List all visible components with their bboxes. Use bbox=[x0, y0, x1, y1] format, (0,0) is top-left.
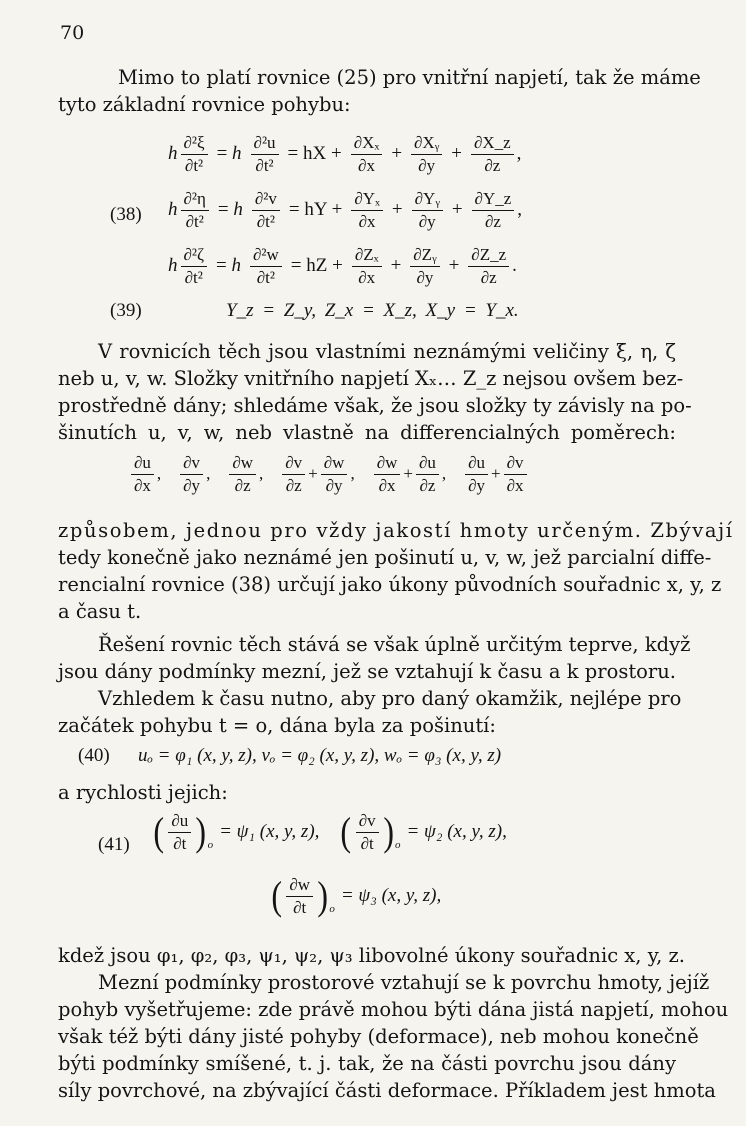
para4-line-2: začátek pohybu t = o, dána byla za pošinutí: bbox=[58, 714, 496, 737]
kdez-line: kdež jsou φ₁, φ₂, φ₃, ψ₁, ψ₂, ψ₃ libovolné úkony souřadnic x, y, z. bbox=[58, 944, 685, 967]
equation-39: Y_z = Z_y, Z_x = X_z, X_y = Y_x. bbox=[226, 300, 519, 321]
equation-38-row-1: h $\frac{\text{∂²ξ}}{\text{∂t²}}$ = h $\frac{\text{∂²u}}{\text{∂t²}}$ = hX + $\frac{\text{∂Xₓ}}{\partial x}$ + $\frac{\text{∂Xᵧ}}{\partial y}$ + $\frac{\partial X\_z}{\partial z}$ , bbox=[168, 133, 522, 175]
equation-41-label: (41) bbox=[98, 834, 130, 855]
equation-40: uₒ = φ₁ (x, y, z), vₒ = φ₂ (x, y, z), wₒ = φ₃ (x, y, z) bbox=[138, 745, 502, 766]
para1-line-2: neb u, v, w. Složky vnitřního napjetí Xₓ… Z_z nejsou ovšem bez- bbox=[58, 367, 684, 390]
para2-line-4: a času t. bbox=[58, 600, 142, 623]
equation-41-row-2: ( $\frac{\partial w}{\partial t}$ ) o = ψ₃ (x, y, z), bbox=[271, 873, 442, 919]
equation-41-row-1: ( $\frac{\partial u}{\partial t}$ ) o = ψ₁ (x, y, z), ( $\frac{\partial v}{\partial t}$ ) o = ψ₂ (x, y, z), bbox=[153, 809, 507, 855]
para5-line-2: pohyb vyšetřujeme: zde právě mohou býti dána jistá napjetí, mohou bbox=[58, 998, 729, 1021]
intro-line-2: tyto základní rovnice pohybu: bbox=[58, 93, 351, 116]
para3-line-1: Řešení rovnic těch stává se však úplně určitým teprve, když bbox=[98, 633, 691, 656]
para5-line-3: však též býti dány jisté pohyby (deformace), neb mohou konečně bbox=[58, 1025, 699, 1048]
equation-39-label: (39) bbox=[110, 300, 142, 321]
para5-line-4: býti podmínky smíšené, t. j. tak, že na části povrchu jsou dány bbox=[58, 1052, 676, 1075]
equation-38-row-3: h $\frac{\text{∂²ζ}}{\text{∂t²}}$ = h $\frac{\text{∂²w}}{\text{∂t²}}$ = hZ + $\frac{\text{∂Zₓ}}{\partial x}$ + $\frac{\text{∂Zᵧ}}{\partial y}$ + $\frac{\partial Z\_z}{\partial z}$ . bbox=[168, 245, 517, 287]
para3-line-2: jsou dány podmínky mezní, jež se vztahují k času a k prostoru. bbox=[58, 660, 676, 683]
para1-line-3: prostředně dány; shledáme však, že jsou složky ty závisly na po- bbox=[58, 394, 692, 417]
para5-line-1: Mezní podmínky prostorové vztahují se k povrchu hmoty, jejíž bbox=[98, 971, 710, 994]
para5-line-5: síly povrchové, na zbývající části deformace. Příkladem jest hmota bbox=[58, 1079, 716, 1102]
page-number: 70 bbox=[60, 22, 85, 44]
para1-line-1: V rovnicích těch jsou vlastními neznámými veličiny ξ, η, ζ bbox=[98, 340, 676, 363]
para1-line-4: šinutích u, v, w, neb vlastně na differencialných poměrech: bbox=[58, 421, 676, 444]
intro-line-1: Mimo to platí rovnice (25) pro vnitřní napjetí, tak že máme bbox=[118, 66, 701, 89]
equation-40-label: (40) bbox=[78, 745, 110, 766]
equation-38-label: (38) bbox=[110, 204, 142, 225]
para2-line-2: tedy konečně jako neznámé jen pošinutí u, v, w, jež parcialní diffe- bbox=[58, 546, 712, 569]
para2-line-1: způsobem, jednou pro vždy jakostí hmoty určeným. Zbývají bbox=[58, 519, 734, 542]
para2-line-3: rencialní rovnice (38) určují jako úkony původních souřadnic x, y, z bbox=[58, 573, 722, 596]
derivative-ratios: $\frac{\partial u}{\partial x}$ , $\frac{\partial v}{\partial y}$ , $\frac{\partial w}{\partial z}$ , $\frac{\partial v}{\partial z}$ + $\frac{\partial w}{\partial y}$ , $\frac{\partial w}{\partial x}$ + $\frac{\partial u}{\partial z}$ , $\frac{\partial u}{\partial y}$ + $\frac{\partial v}{\partial x}$ bbox=[128, 454, 530, 495]
para4-line-1: Vzhledem k času nutno, aby pro daný okamžik, nejlépe pro bbox=[98, 687, 682, 710]
velocities-intro: a rychlosti jejich: bbox=[58, 781, 228, 804]
equation-38-row-2: h $\frac{\text{∂²η}}{\text{∂t²}}$ = h $\frac{\text{∂²v}}{\text{∂t²}}$ = hY + $\frac{\text{∂Yₓ}}{\partial x}$ + $\frac{\text{∂Yᵧ}}{\partial y}$ + $\frac{\partial Y\_z}{\partial z}$ , bbox=[168, 189, 523, 231]
